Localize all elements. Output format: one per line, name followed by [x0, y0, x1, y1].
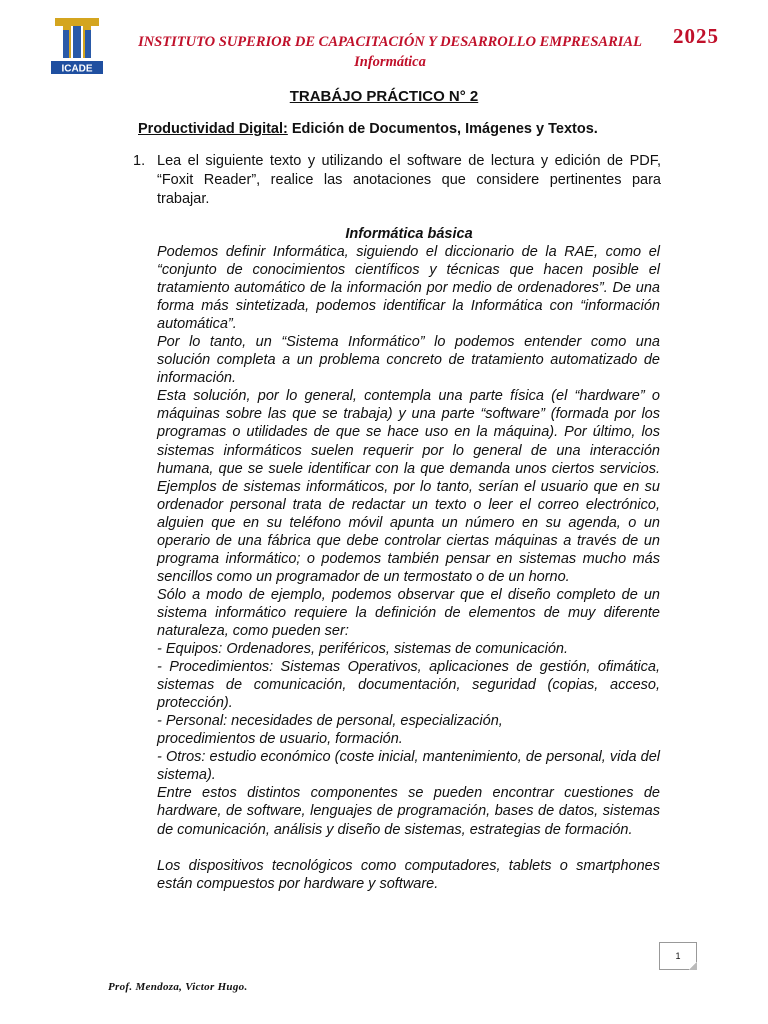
paragraph: Entre estos distintos componentes se pueden encontrar cuestiones de hardware, de software, lenguajes de programación, bases de datos, sistemas de comunicación, análisis y diseño de sistemas, estrategias de formación. [157, 785, 660, 838]
paragraph-spacer [157, 839, 660, 857]
item-text: Lea el siguiente texto y utilizando el software de lectura y edición de PDF, “Foxit Reader”, realice las anotaciones que considere pertinentes para trabajar. [157, 153, 661, 207]
institution-header [110, 32, 670, 72]
icade-logo [51, 14, 103, 74]
document-subtitle [138, 121, 598, 137]
paragraph: Por lo tanto, un “Sistema Informático” lo podemos entender como una solución completa a un problema concreto de tratamiento automatizado de información. [157, 334, 660, 387]
paragraph: - Procedimientos: Sistemas Operativos, aplicaciones de gestión, ofimática, sistemas de comunicación, documentación, seguridad (copias, acceso, protección). [157, 659, 660, 712]
paragraph: - Otros: estudio económico (coste inicial, mantenimiento, de personal, vida del sistema). [157, 749, 660, 784]
logo-text: ICADE [61, 63, 93, 74]
subtitle-description: Edición de Documentos, Imágenes y Textos. [287, 121, 598, 137]
paragraph: procedimientos de usuario, formación. [157, 731, 403, 748]
paragraph: Esta solución, por lo general, contempla una parte física (el “hardware” o máquinas sobre las que se trabaja) y una parte “software” (formada por los programas o utilidades de que se hace uso en la máquina). Por último, los sistemas informáticos suelen requerir por lo general de una interacción humana, que se suele identificar con la que demanda unos ciertos servicios. Ejemplos de sistemas informáticos, por lo tanto, serían el usuario que en su ordenador personal trata de redactar un texto o leer el correo electrónico, alguien que en su teléfono móvil apunta un número en su agenda, o un operario de una fábrica que debe controlar ciertas máquinas a través de un programa informático; o podemos también pensar en sistemas mucho más sencillos como un programador de un termostato o de un horno. [157, 388, 660, 585]
section-title: Informática básica [345, 226, 473, 242]
paragraph: Los dispositivos tecnológicos como computadores, tablets o smartphones están compuestos por hardware y software. [157, 857, 660, 892]
paragraph: Podemos definir Informática, siguiendo el diccionario de la RAE, como el “conjunto de conocimientos científicos y técnicas que hacen posible el tratamiento automático de la información por medio de ordenadores”. De una forma más sintetizada, podemos identificar la Informática con “información automática”. [157, 244, 660, 333]
department-name: Informática [354, 54, 426, 70]
item-number: 1. [133, 153, 146, 169]
institution-name: INSTITUTO SUPERIOR DE CAPACITACIÓN Y DESARROLLO EMPRESARIAL [138, 34, 642, 50]
paragraph: - Personal: necesidades de personal, especialización, [157, 713, 503, 730]
footer-author: Prof. Mendoza, Victor Hugo. [108, 981, 248, 993]
document-title: TRABÁJO PRÁCTICO N° 2 [289, 88, 479, 105]
paragraph: - Equipos: Ordenadores, periféricos, sistemas de comunicación. [157, 641, 569, 658]
page-number: 1 [675, 951, 681, 961]
body-text [157, 243, 660, 893]
subtitle-topic: Productividad Digital: [138, 121, 288, 137]
paragraph: Sólo a modo de ejemplo, podemos observar que el diseño completo de un sistema informático requiere la definición de elementos de muy diferente naturaleza, como pueden ser: [157, 586, 660, 639]
instruction-item [133, 152, 661, 209]
year-label: 2025 [673, 24, 719, 48]
page-number-box [659, 942, 697, 970]
